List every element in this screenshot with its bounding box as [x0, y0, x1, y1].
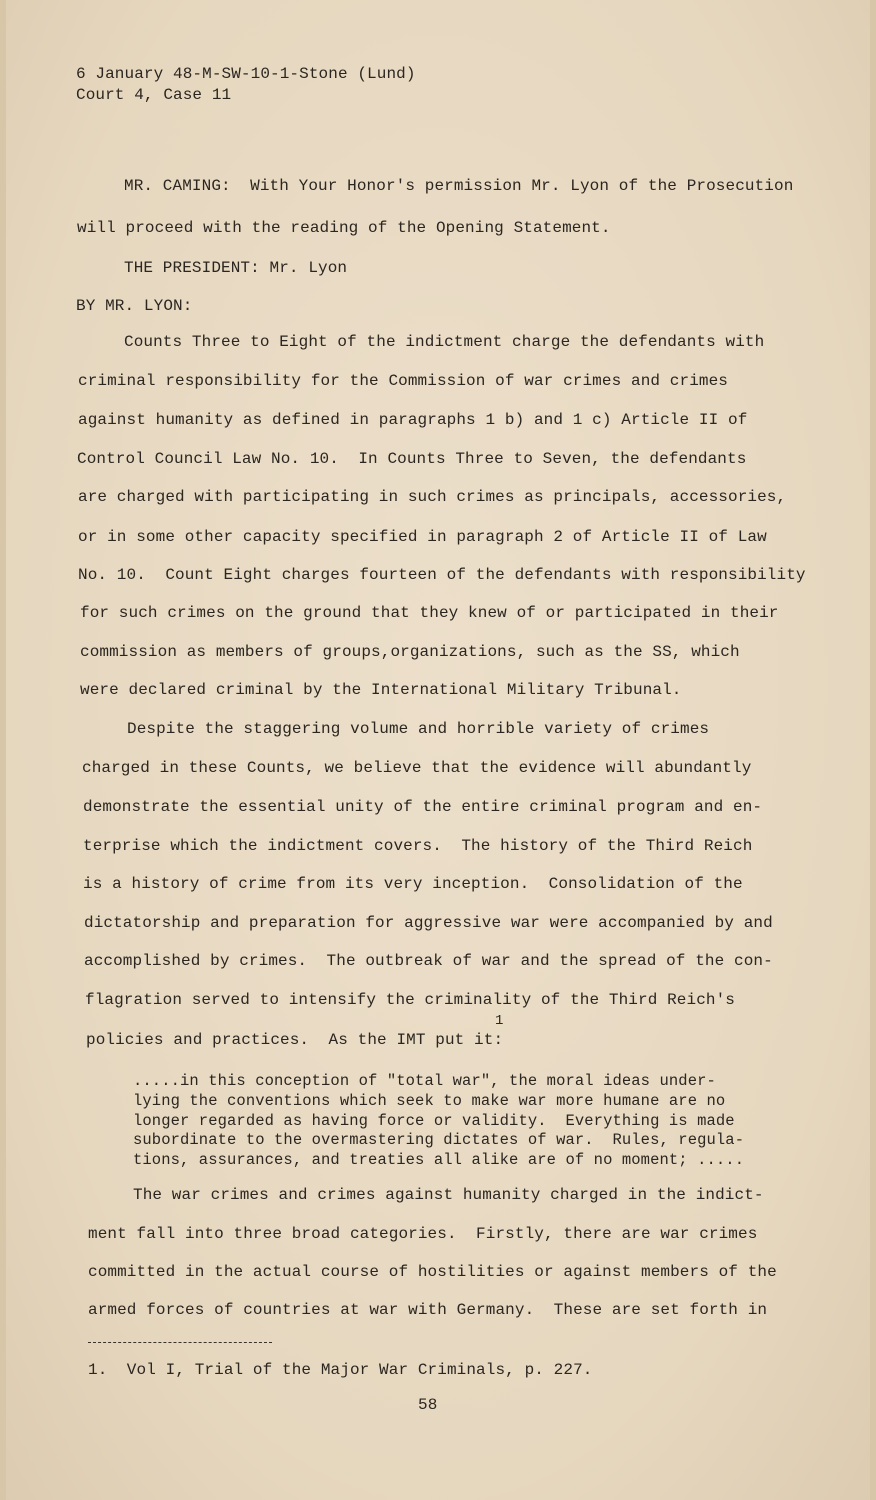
header-line-2: Court 4, Case 11	[76, 86, 232, 104]
text-line: or in some other capacity specified in paragraph 2 of Article II of Law	[78, 528, 767, 546]
quote-line: .....in this conception of "total war", the moral ideas under-	[133, 1072, 716, 1090]
text-line: commission as members of groups,organizations, such as the SS, which	[80, 643, 740, 661]
text-line: criminal responsibility for the Commission of war crimes and crimes	[78, 372, 729, 390]
text-line: Control Council Law No. 10. In Counts Three to Seven, the defendants	[77, 450, 747, 468]
text-line: Counts Three to Eight of the indictment charge the defendants with	[124, 333, 765, 351]
quote-line: tions, assurances, and treaties all alike are of no moment; .....	[133, 1151, 745, 1169]
text-line: flagration served to intensify the criminality of the Third Reich's	[85, 991, 736, 1009]
quote-line: subordinate to the overmastering dictates of war. Rules, regula-	[133, 1131, 745, 1149]
page-edge-right	[870, 0, 876, 1500]
text-line: is a history of crime from its very inception. Consolidation of the	[83, 875, 743, 893]
text-line: committed in the actual course of hostilities or against members of the	[88, 1263, 777, 1281]
text-line: for such crimes on the ground that they knew of or participated in their	[80, 604, 779, 622]
page-number: 58	[418, 1396, 438, 1414]
text-line: armed forces of countries at war with Germany. These are set forth in	[88, 1301, 768, 1319]
text-line: terprise which the indictment covers. The history of the Third Reich	[83, 837, 753, 855]
text-line: MR. CAMING: With Your Honor's permission Mr. Lyon of the Prosecution	[124, 177, 794, 195]
text-line: BY MR. LYON:	[76, 297, 193, 315]
text-line: will proceed with the reading of the Opening Statement.	[77, 219, 611, 237]
page-edge-left	[0, 0, 6, 1500]
text-line: policies and practices. As the IMT put it:	[86, 1031, 504, 1049]
header-line-1: 6 January 48-M-SW-10-1-Stone (Lund)	[76, 65, 416, 83]
quote-line: lying the conventions which seek to make war more humane are no	[133, 1092, 726, 1110]
text-line: are charged with participating in such crimes as principals, accessories,	[78, 488, 787, 506]
footnote-text: 1. Vol I, Trial of the Major War Criminals, p. 227.	[88, 1361, 593, 1379]
text-line: The war crimes and crimes against humanity charged in the indict-	[133, 1186, 764, 1204]
text-line: dictatorship and preparation for aggressive war were accompanied by and	[84, 914, 773, 932]
quote-line: longer regarded as having force or validity. Everything is made	[133, 1112, 735, 1130]
footnote-marker: 1	[495, 1013, 504, 1029]
text-line: against humanity as defined in paragraphs 1 b) and 1 c) Article II of	[78, 411, 748, 429]
text-line: ment fall into three broad categories. Firstly, there are war crimes	[88, 1225, 758, 1243]
footnote-divider	[88, 1342, 272, 1343]
text-line: charged in these Counts, we believe that the evidence will abundantly	[82, 759, 752, 777]
text-line: accomplished by crimes. The outbreak of war and the spread of the con-	[84, 952, 773, 970]
text-line: No. 10. Count Eight charges fourteen of the defendants with responsibility	[78, 566, 806, 584]
text-line: demonstrate the essential unity of the entire criminal program and en-	[83, 798, 763, 816]
text-line: Despite the staggering volume and horrible variety of crimes	[127, 720, 710, 738]
text-line: were declared criminal by the International Military Tribunal.	[80, 681, 682, 699]
text-line: THE PRESIDENT: Mr. Lyon	[124, 259, 348, 277]
